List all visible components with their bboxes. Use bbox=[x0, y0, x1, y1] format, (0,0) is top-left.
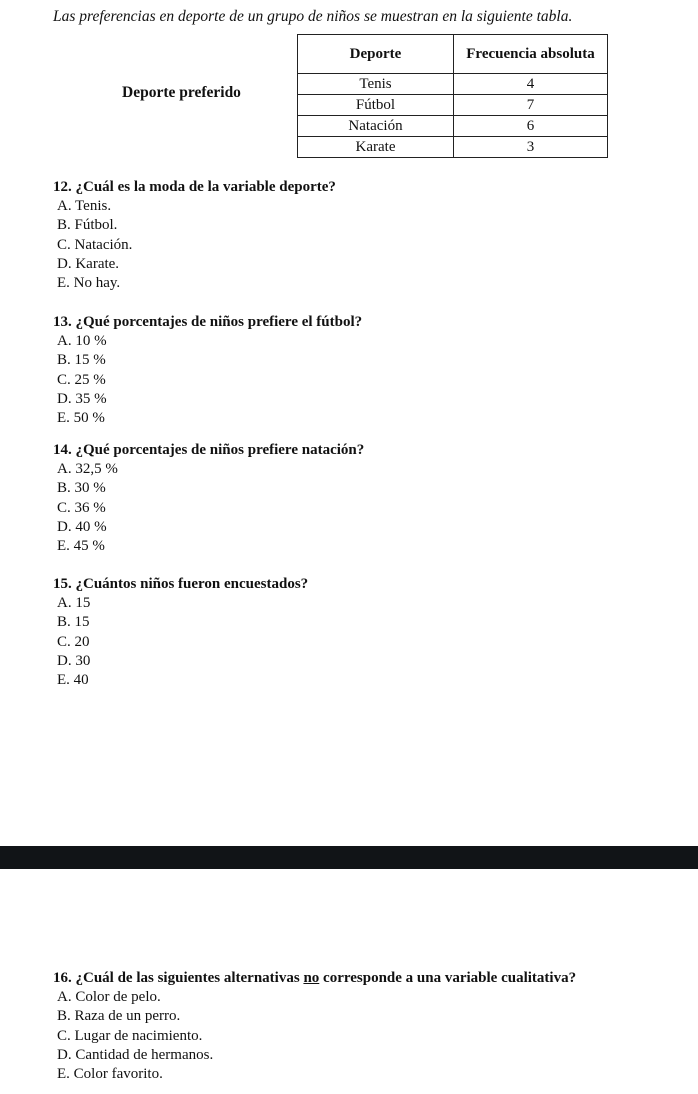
header-sport: Deporte bbox=[298, 35, 454, 74]
option-d: D. 30 bbox=[57, 652, 91, 669]
option-list bbox=[53, 988, 576, 1084]
frequency-table bbox=[297, 34, 608, 158]
cell-sport: Tenis bbox=[298, 74, 454, 95]
option-d: D. Cantidad de hermanos. bbox=[57, 1046, 214, 1063]
option-d: D. Karate. bbox=[57, 255, 120, 272]
table-row bbox=[298, 137, 608, 158]
intro-text: Las preferencias en deporte de un grupo de niños se muestran en la siguiente tabla. bbox=[53, 8, 573, 25]
question-title: 15. ¿Cuántos niños fueron encuestados? bbox=[53, 576, 309, 592]
option-c: C. 36 % bbox=[57, 499, 106, 516]
option-a: A. Tenis. bbox=[57, 198, 112, 214]
cell-sport: Fútbol bbox=[298, 95, 454, 116]
question-15 bbox=[53, 575, 308, 690]
option-list bbox=[53, 197, 336, 293]
question-title: 13. ¿Qué porcentajes de niños prefiere el fútbol? bbox=[53, 314, 363, 330]
option-a: A. 15 bbox=[57, 595, 91, 611]
option-a: A. 10 % bbox=[57, 333, 107, 349]
option-d: D. 40 % bbox=[57, 518, 107, 535]
option-d: D. 35 % bbox=[57, 390, 107, 407]
question-13 bbox=[53, 313, 362, 428]
option-a: A. 32,5 % bbox=[57, 461, 118, 477]
title-end: corresponde a una variable cualitativa? bbox=[319, 970, 577, 986]
title-underlined-word: no bbox=[303, 970, 320, 986]
question-14 bbox=[53, 441, 364, 556]
question-16 bbox=[53, 969, 576, 1084]
option-b: B. 30 % bbox=[57, 480, 106, 497]
option-b: B. 15 bbox=[57, 614, 90, 631]
option-b: B. 15 % bbox=[57, 352, 106, 369]
option-b: B. Fútbol. bbox=[57, 217, 118, 234]
option-c: C. Lugar de nacimiento. bbox=[57, 1027, 203, 1044]
page-divider-band bbox=[0, 846, 698, 869]
option-a: A. Color de pelo. bbox=[57, 989, 161, 1005]
question-12 bbox=[53, 178, 336, 293]
question-title bbox=[53, 969, 576, 988]
title-start: 16. ¿Cuál de las siguientes alternativas bbox=[53, 970, 304, 986]
cell-sport: Karate bbox=[298, 137, 454, 158]
option-b: B. Raza de un perro. bbox=[57, 1008, 181, 1025]
option-e: E. 50 % bbox=[57, 410, 105, 427]
table-side-label: Deporte preferido bbox=[122, 84, 241, 101]
header-frequency: Frecuencia absoluta bbox=[454, 35, 608, 74]
option-e: E. No hay. bbox=[57, 275, 121, 292]
option-c: C. 20 bbox=[57, 633, 90, 650]
table-header-row bbox=[298, 35, 608, 74]
table-row bbox=[298, 95, 608, 116]
table-row bbox=[298, 116, 608, 137]
option-list bbox=[53, 332, 362, 428]
cell-frequency: 3 bbox=[454, 137, 608, 158]
option-c: C. 25 % bbox=[57, 371, 106, 388]
table-row bbox=[298, 74, 608, 95]
option-c: C. Natación. bbox=[57, 236, 133, 253]
option-list bbox=[53, 594, 308, 690]
cell-sport: Natación bbox=[298, 116, 454, 137]
cell-frequency: 6 bbox=[454, 116, 608, 137]
question-title: 12. ¿Cuál es la moda de la variable deporte? bbox=[53, 179, 336, 195]
cell-frequency: 7 bbox=[454, 95, 608, 116]
option-e: E. 45 % bbox=[57, 538, 105, 555]
option-e: E. 40 bbox=[57, 672, 89, 689]
question-title: 14. ¿Qué porcentajes de niños prefiere natación? bbox=[53, 442, 365, 458]
option-list bbox=[53, 460, 364, 556]
option-e: E. Color favorito. bbox=[57, 1066, 163, 1083]
cell-frequency: 4 bbox=[454, 74, 608, 95]
